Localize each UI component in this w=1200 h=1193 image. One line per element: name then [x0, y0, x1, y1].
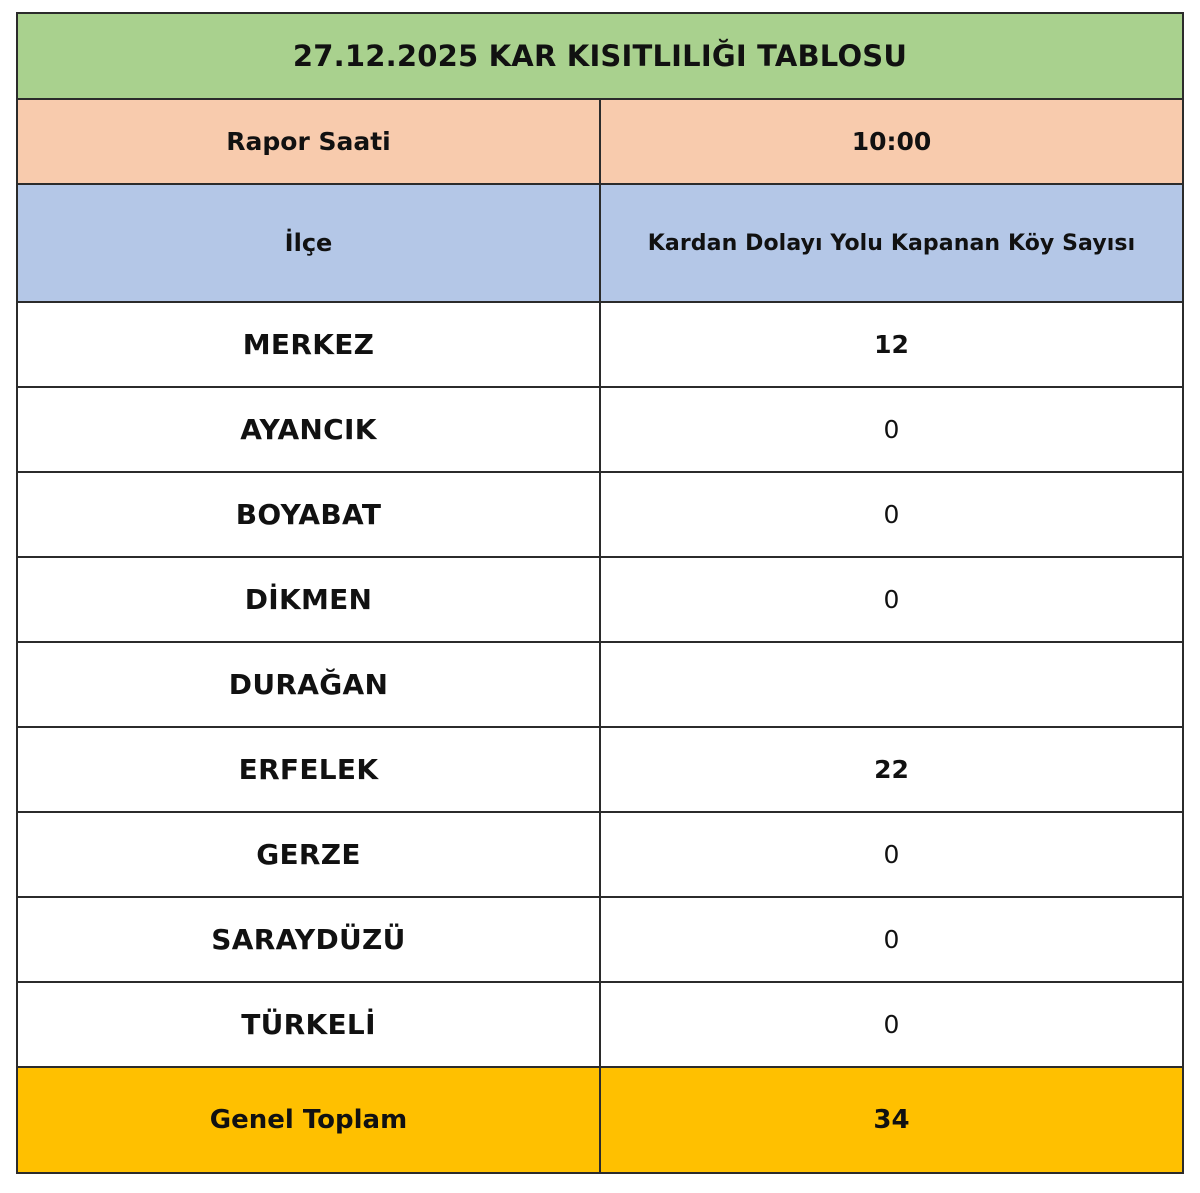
title-row: [17, 13, 1183, 99]
snow-restriction-table: [16, 12, 1184, 1174]
district-name: BOYABAT: [17, 472, 600, 557]
closed-village-count: 0: [600, 557, 1183, 642]
district-name: GERZE: [17, 812, 600, 897]
table-row: [17, 897, 1183, 982]
closed-village-count: 0: [600, 472, 1183, 557]
grand-total-row: [17, 1067, 1183, 1173]
district-name: TÜRKELİ: [17, 982, 600, 1067]
table-row: [17, 472, 1183, 557]
closed-village-count: 0: [600, 982, 1183, 1067]
closed-village-count: 12: [600, 302, 1183, 387]
closed-village-count: [600, 642, 1183, 727]
table-row: [17, 387, 1183, 472]
closed-village-count: 0: [600, 897, 1183, 982]
district-column-header: İlçe: [17, 184, 600, 302]
closed-villages-column-header: Kardan Dolayı Yolu Kapanan Köy Sayısı: [600, 184, 1183, 302]
table-row: [17, 642, 1183, 727]
district-name: MERKEZ: [17, 302, 600, 387]
grand-total-value: 34: [600, 1067, 1183, 1173]
district-name: SARAYDÜZÜ: [17, 897, 600, 982]
closed-village-count: 0: [600, 812, 1183, 897]
closed-village-count: 22: [600, 727, 1183, 812]
column-header-row: [17, 184, 1183, 302]
table-row: [17, 812, 1183, 897]
table-title: 27.12.2025 KAR KISITLILIĞI TABLOSU: [17, 13, 1183, 99]
district-name: DURAĞAN: [17, 642, 600, 727]
report-time-value: 10:00: [600, 99, 1183, 184]
table-row: [17, 302, 1183, 387]
table-row: [17, 982, 1183, 1067]
closed-village-count: 0: [600, 387, 1183, 472]
grand-total-label: Genel Toplam: [17, 1067, 600, 1173]
district-name: ERFELEK: [17, 727, 600, 812]
table-row: [17, 727, 1183, 812]
report-time-label: Rapor Saati: [17, 99, 600, 184]
district-name: AYANCIK: [17, 387, 600, 472]
district-name: DİKMEN: [17, 557, 600, 642]
report-time-row: [17, 99, 1183, 184]
table-row: [17, 557, 1183, 642]
